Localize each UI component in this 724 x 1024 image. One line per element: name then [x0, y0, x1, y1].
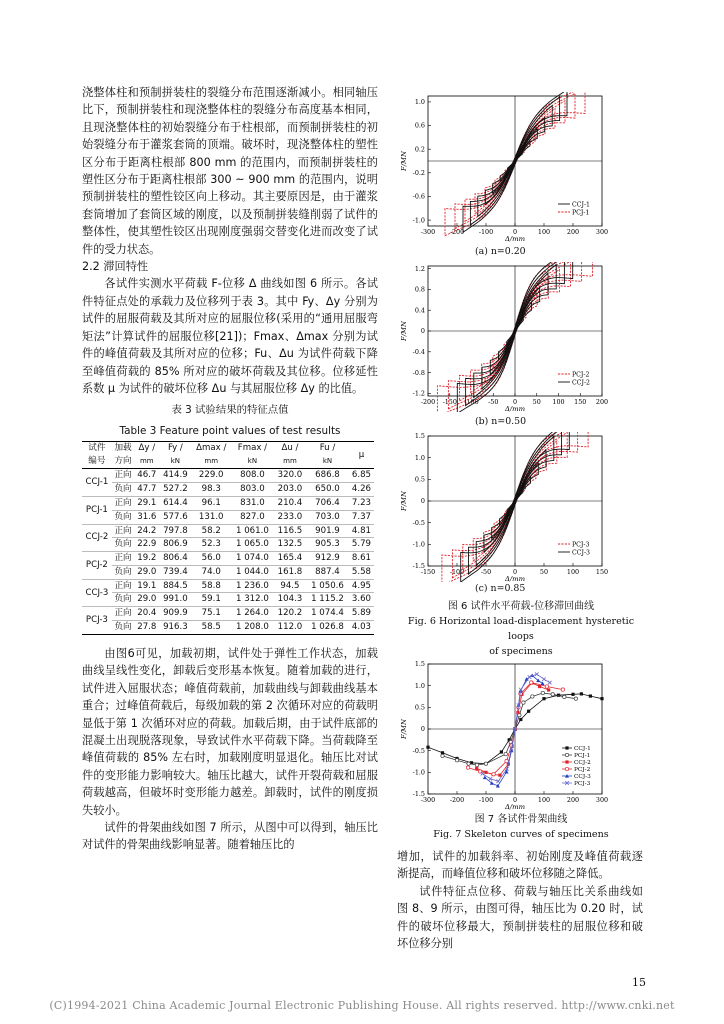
- x-tick-label: -150: [442, 398, 457, 406]
- table-row: [82, 469, 374, 483]
- data-point: [522, 701, 525, 704]
- table-cell: 22.9: [134, 538, 159, 552]
- table-cell: 233.0: [274, 510, 306, 524]
- table3-header: 试件: [82, 442, 112, 456]
- load-direction: 正向: [112, 524, 134, 538]
- data-point: [535, 672, 539, 676]
- table-row: [82, 496, 374, 510]
- table-cell: 75.1: [191, 607, 231, 621]
- data-point: [538, 685, 541, 688]
- table-cell: 901.9: [306, 524, 349, 538]
- table-cell: 803.0: [231, 483, 274, 497]
- table-cell: 7.23: [349, 496, 374, 510]
- table-cell: 5.58: [349, 565, 374, 579]
- table-cell: 1 115.2: [306, 593, 349, 607]
- table-cell: 3.60: [349, 593, 374, 607]
- table-cell: 1 044.0: [231, 565, 274, 579]
- table-cell: 7.37: [349, 510, 374, 524]
- table-cell: 5.79: [349, 538, 374, 552]
- table-cell: 165.4: [274, 552, 306, 566]
- table-cell: 912.9: [306, 552, 349, 566]
- y-tick-label: 0: [420, 497, 425, 506]
- data-point: [527, 710, 530, 713]
- x-tick-label: -50: [480, 568, 492, 576]
- data-point: [498, 774, 501, 777]
- data-point: [565, 760, 568, 763]
- table-cell: 905.3: [306, 538, 349, 552]
- x-tick-label: -100: [478, 796, 494, 804]
- data-point: [551, 693, 554, 696]
- data-point: [441, 754, 444, 757]
- data-point: [504, 752, 507, 755]
- data-point: [455, 759, 458, 762]
- table-cell: 74.0: [191, 565, 231, 579]
- table-cell: 806.4: [159, 552, 191, 566]
- paragraph-axial-ratio: 试件特征点位移、荷载与轴压比关系曲线如图 8、9 所示，由图可得，轴压比为 0.20 时，试件的破坏位移最大，预制拼装柱的屈服位移和破坏位移分别: [397, 884, 643, 951]
- left-column: [82, 84, 378, 854]
- table3-header: Fu /: [306, 442, 349, 456]
- table-cell: 120.2: [274, 607, 306, 621]
- table-cell: 19.1: [134, 579, 159, 593]
- y-tick-label: -0.2: [412, 169, 425, 178]
- table3-header-unit: kN: [306, 455, 349, 469]
- data-point: [565, 767, 568, 770]
- data-point: [541, 691, 544, 694]
- x-tick-label: 100: [537, 228, 551, 236]
- table-cell: 1 061.0: [231, 524, 274, 538]
- right-column: [397, 848, 643, 952]
- y-tick-label: -1.0: [412, 768, 425, 777]
- table-cell: 5.89: [349, 607, 374, 621]
- x-axis-label: Δ/mm: [504, 575, 526, 582]
- table-cell: 131.0: [191, 510, 231, 524]
- specimen-id: PCJ-1: [82, 496, 112, 524]
- table-cell: 161.8: [274, 565, 306, 579]
- load-direction: 负向: [112, 593, 134, 607]
- table3-header: Δmax /: [191, 442, 231, 456]
- figure6-panel-b-label: (b) n=0.50: [475, 416, 527, 427]
- y-tick-label: -1.5: [412, 790, 425, 799]
- table-cell: 1 050.6: [306, 579, 349, 593]
- load-direction: 正向: [112, 469, 134, 483]
- legend-label: PCJ-2: [574, 767, 591, 774]
- table-cell: 806.9: [159, 538, 191, 552]
- table-cell: 4.95: [349, 579, 374, 593]
- data-point: [466, 766, 469, 769]
- table-cell: 614.4: [159, 496, 191, 510]
- load-direction: 负向: [112, 538, 134, 552]
- y-tick-label: 1.5: [414, 660, 425, 669]
- table3-header: μ: [349, 442, 374, 469]
- table-cell: 991.0: [159, 593, 191, 607]
- x-tick-label: -100: [478, 228, 494, 236]
- x-tick-label: -300: [420, 228, 436, 236]
- x-tick-label: 100: [537, 796, 551, 804]
- specimen-id: CCJ-3: [82, 579, 112, 607]
- table-cell: 1 312.0: [231, 593, 274, 607]
- table-cell: 210.4: [274, 496, 306, 510]
- table-cell: 58.2: [191, 524, 231, 538]
- x-tick-label: -100: [449, 568, 465, 576]
- y-tick-label: 0.5: [414, 475, 425, 484]
- load-direction: 负向: [112, 621, 134, 635]
- data-point: [561, 688, 564, 691]
- table3-header-unit: mm: [191, 455, 231, 469]
- table-cell: 6.85: [349, 469, 374, 483]
- figure7-caption-cn: 图 7 各试件骨架曲线: [474, 814, 568, 825]
- table-cell: 27.8: [134, 621, 159, 635]
- table-cell: 96.1: [191, 496, 231, 510]
- data-point: [542, 697, 545, 700]
- specimen-id: PCJ-3: [82, 607, 112, 635]
- data-point: [531, 695, 534, 698]
- table3-header-unit: 编号: [82, 455, 112, 469]
- table-cell: 320.0: [274, 469, 306, 483]
- figure7-chart: [398, 660, 608, 810]
- table3: [82, 441, 374, 635]
- x-tick-label: -150: [420, 568, 436, 576]
- y-tick-label: 0.6: [414, 121, 425, 130]
- data-point: [519, 718, 522, 721]
- y-tick-label: 1.2: [414, 264, 425, 273]
- data-point: [542, 677, 546, 681]
- table-cell: 1 264.0: [231, 607, 274, 621]
- skeleton-series-pcj-3: [481, 672, 552, 783]
- table3-header: Δy /: [134, 442, 159, 456]
- legend-label: CCJ-3: [572, 549, 590, 557]
- y-tick-label: 0.5: [414, 703, 425, 712]
- y-tick-label: -0.5: [412, 746, 425, 755]
- table-row: [82, 579, 374, 593]
- data-point: [565, 753, 568, 756]
- y-tick-label: -1.0: [412, 540, 425, 549]
- x-tick-label: 0: [512, 228, 518, 236]
- table-cell: 24.2: [134, 524, 159, 538]
- legend-label: PCJ-1: [572, 209, 590, 217]
- data-point: [426, 746, 429, 749]
- figure7-caption-en: Fig. 7 Skeleton curves of specimens: [433, 829, 609, 840]
- table3-header-unit: 方向: [112, 455, 134, 469]
- section-heading-hysteresis: 2.2 滞回特性: [82, 260, 149, 274]
- table-cell: 29.1: [134, 496, 159, 510]
- load-direction: 正向: [112, 579, 134, 593]
- table-cell: 887.4: [306, 565, 349, 579]
- data-point: [548, 681, 552, 685]
- figure6-caption-en-2: of specimens: [489, 646, 553, 657]
- table-cell: 104.3: [274, 593, 306, 607]
- table-cell: 827.0: [231, 510, 274, 524]
- table-cell: 797.8: [159, 524, 191, 538]
- copyright-footer: (C)1994-2021 China Academic Journal Electronic Publishing House. All rights reserved. http://www.cnki.net: [49, 999, 675, 1012]
- table-cell: 20.4: [134, 607, 159, 621]
- data-point: [574, 697, 577, 700]
- figure6-caption: [398, 599, 644, 659]
- x-tick-label: -50: [488, 398, 499, 406]
- y-tick-label: -1.5: [412, 562, 425, 571]
- table-row: [82, 510, 374, 524]
- table-cell: 1 065.0: [231, 538, 274, 552]
- y-tick-label: 0.2: [414, 145, 425, 154]
- table-row: [82, 552, 374, 566]
- table-cell: 56.0: [191, 552, 231, 566]
- x-tick-label: 50: [532, 398, 541, 406]
- x-tick-label: 200: [595, 398, 608, 406]
- load-direction: 负向: [112, 483, 134, 497]
- figure6-panel-a-label: (a) n=0.20: [475, 246, 526, 257]
- y-tick-label: -0.6: [412, 192, 425, 201]
- table-cell: 19.2: [134, 552, 159, 566]
- x-tick-label: 50: [539, 568, 549, 576]
- legend-label: CCJ-1: [572, 201, 590, 209]
- x-tick-label: -100: [464, 398, 479, 406]
- table3-header: 加载: [112, 442, 134, 456]
- table3-header-unit: kN: [231, 455, 274, 469]
- x-tick-label: 100: [566, 568, 580, 576]
- table-row: [82, 621, 374, 635]
- paragraph-crack-distribution: 浇整体柱和预制拼装柱的裂缝分布范围逐渐减小。相同轴压比下，预制拼装柱和现浇整体柱的裂缝分布高度基本相同，且现浇整体柱的初始裂缝分布于柱根部，而预制拼装柱的初始裂缝分布于灌浆套筒的顶端。破坏时，现浇整体柱的塑性区分布于距离柱根部 800 mm 的范围内，而预制拼装柱的塑性区分布于距离柱根部 300 ~ 900 mm 的范围内，说明预制拼装柱的塑性铰区向上移动。其主要原因是，由于灌浆套筒增加了套筒区域的刚度，以及预制拼装缝削弱了试件的整体性，使其塑性铰区出现刚度强弱交替变化进而改变了试件的受力状态。: [82, 86, 378, 256]
- table-cell: 1 026.8: [306, 621, 349, 635]
- data-point: [547, 688, 550, 691]
- x-axis-label: Δ/mm: [504, 405, 526, 412]
- table-cell: 686.8: [306, 469, 349, 483]
- figure7-caption: [398, 812, 644, 842]
- x-tick-label: -300: [420, 796, 436, 804]
- x-axis-label: Δ/mm: [504, 235, 526, 242]
- table-cell: 98.3: [191, 483, 231, 497]
- y-tick-label: 1.0: [414, 98, 425, 107]
- table-cell: 94.5: [274, 579, 306, 593]
- table-cell: 4.03: [349, 621, 374, 635]
- table-cell: 1 208.0: [231, 621, 274, 635]
- x-tick-label: 300: [595, 228, 608, 236]
- x-tick-label: 300: [595, 796, 608, 804]
- table-cell: 46.7: [134, 469, 159, 483]
- data-point: [565, 746, 568, 749]
- table-cell: 884.5: [159, 579, 191, 593]
- table-cell: 4.81: [349, 524, 374, 538]
- specimen-id: CCJ-1: [82, 469, 112, 497]
- table-cell: 577.6: [159, 510, 191, 524]
- table-cell: 52.3: [191, 538, 231, 552]
- table3-header-unit: mm: [274, 455, 306, 469]
- table-cell: 132.5: [274, 538, 306, 552]
- table-cell: 1 074.4: [306, 607, 349, 621]
- load-direction: 正向: [112, 607, 134, 621]
- table-cell: 116.5: [274, 524, 306, 538]
- data-point: [475, 767, 478, 770]
- y-tick-label: -1.0: [412, 216, 425, 225]
- x-tick-label: 200: [566, 228, 580, 236]
- table-row: [82, 565, 374, 579]
- data-point: [500, 750, 503, 753]
- load-direction: 正向: [112, 496, 134, 510]
- table-cell: 29.0: [134, 593, 159, 607]
- y-tick-label: 1.5: [414, 432, 425, 441]
- x-tick-label: -200: [420, 398, 436, 406]
- x-tick-label: 150: [595, 568, 608, 576]
- data-point: [600, 697, 603, 700]
- legend-label: PCJ-1: [574, 753, 591, 760]
- y-tick-label: 0: [420, 725, 425, 734]
- y-tick-label: 0: [420, 327, 425, 336]
- specimen-id: CCJ-2: [82, 524, 112, 552]
- data-point: [563, 695, 566, 698]
- y-tick-label: 1.0: [414, 453, 425, 462]
- y-tick-label: -0.8: [412, 368, 425, 377]
- table-cell: 703.0: [306, 510, 349, 524]
- figure6-panel-b: [398, 262, 608, 412]
- load-direction: 正向: [112, 552, 134, 566]
- table-cell: 916.3: [159, 621, 191, 635]
- x-tick-label: 0: [512, 796, 518, 804]
- x-tick-label: 0: [512, 568, 518, 576]
- data-point: [484, 762, 487, 765]
- table-row: [82, 524, 374, 538]
- y-tick-label: -1.2: [412, 389, 425, 398]
- x-tick-label: 0: [512, 398, 518, 406]
- table3-caption-cn: 表 3 试验结果的特征点值: [171, 404, 289, 417]
- table3-header: Fmax /: [231, 442, 274, 456]
- table-cell: 527.2: [159, 483, 191, 497]
- legend-label: CCJ-2: [574, 760, 591, 767]
- data-point: [530, 681, 533, 684]
- table-row: [82, 483, 374, 497]
- data-point: [505, 759, 508, 762]
- table-cell: 58.8: [191, 579, 231, 593]
- y-axis-label: F/MN: [400, 719, 408, 739]
- table-cell: 414.9: [159, 469, 191, 483]
- table-cell: 1 236.0: [231, 579, 274, 593]
- table-cell: 229.0: [191, 469, 231, 483]
- legend-label: PCJ-2: [572, 371, 590, 379]
- table-cell: 808.0: [231, 469, 274, 483]
- table3-header: Δu /: [274, 442, 306, 456]
- legend-label: PCJ-3: [574, 781, 591, 788]
- table-cell: 31.6: [134, 510, 159, 524]
- table-cell: 29.0: [134, 565, 159, 579]
- y-axis-label: F/MN: [400, 321, 408, 341]
- y-axis-label: F/MN: [400, 491, 408, 511]
- data-point: [571, 693, 574, 696]
- figure6-panel-a: [398, 92, 608, 242]
- data-point: [545, 685, 548, 688]
- figure6-caption-cn: 图 6 试件水平荷载-位移滞回曲线: [447, 601, 595, 612]
- table-cell: 112.0: [274, 621, 306, 635]
- table-cell: 59.1: [191, 593, 231, 607]
- table-cell: 4.26: [349, 483, 374, 497]
- table-cell: 1 074.0: [231, 552, 274, 566]
- paragraph-skeleton-intro: 试件的骨架曲线如图 7 所示，从图中可以得到，轴压比对试件的骨架曲线影响显著。随着轴压比的: [82, 820, 378, 852]
- legend-label: CCJ-3: [574, 774, 591, 781]
- table3-header-unit: mm: [134, 455, 159, 469]
- y-tick-label: -0.5: [412, 518, 425, 527]
- table-row: [82, 607, 374, 621]
- legend-label: PCJ-3: [572, 541, 590, 549]
- load-direction: 负向: [112, 510, 134, 524]
- x-tick-label: 200: [566, 796, 580, 804]
- table3-caption-en: Table 3 Feature point values of test results: [119, 425, 341, 438]
- table-cell: 831.0: [231, 496, 274, 510]
- table-cell: 203.0: [274, 483, 306, 497]
- data-point: [467, 762, 470, 765]
- table-cell: 8.61: [349, 552, 374, 566]
- figure6-caption-en-1: Fig. 6 Horizontal load-displacement hysteretic loops: [407, 616, 635, 642]
- table-cell: 47.7: [134, 483, 159, 497]
- data-point: [496, 780, 500, 784]
- paragraph-skeleton-trend: 增加，试件的加载斜率、初始刚度及峰值荷载逐渐提高，而峰值位移和破坏位移随之降低。: [397, 850, 643, 881]
- y-tick-label: -0.4: [412, 348, 425, 356]
- data-point: [475, 763, 478, 766]
- table-cell: 909.9: [159, 607, 191, 621]
- load-direction: 负向: [112, 565, 134, 579]
- legend-label: CCJ-2: [572, 379, 590, 387]
- table-cell: 706.4: [306, 496, 349, 510]
- specimen-id: PCJ-2: [82, 552, 112, 580]
- x-tick-label: 150: [574, 398, 587, 406]
- table-row: [82, 593, 374, 607]
- figure6-panel-c-label: (c) n=0.85: [475, 583, 526, 594]
- paragraph-hysteresis-analysis: 由图6可见，加载初期，试件处于弹性工作状态，加载曲线呈线性变化，卸载后变形基本恢复。随着加载的进行，试件进入屈服状态；峰值荷载前，加载曲线与卸载曲线基本重合；过峰值荷载后，每级加载的第 2 次循环对应的荷载明显低于第 1 次循环对应的荷载。加载后期，由于试件底部的混凝土出现脱落现象，导致试件水平荷载下降。当荷载降至峰值荷载的 85% 左右时，加载刚度明显退化。轴压比对试件的变形能力影响较大。轴压比越大，试件开裂荷载和屈服荷载越高，但破坏时变形能力越差。卸载时，试件的刚度损失较小。: [82, 646, 378, 817]
- data-point: [492, 773, 495, 776]
- data-point: [589, 694, 592, 697]
- table3-header-unit: kN: [159, 455, 191, 469]
- y-tick-label: 0.4: [414, 306, 425, 315]
- table-row: [82, 538, 374, 552]
- table3-header: Fy /: [159, 442, 191, 456]
- y-axis-label: F/MN: [400, 151, 408, 171]
- x-tick-label: -200: [449, 796, 465, 804]
- y-tick-label: 1.0: [414, 681, 425, 690]
- table-cell: 650.0: [306, 483, 349, 497]
- table-cell: 739.4: [159, 565, 191, 579]
- page-number: 15: [632, 976, 646, 989]
- y-tick-label: 0.8: [414, 285, 425, 294]
- paragraph-hysteresis-intro: 各试件实测水平荷载 F-位移 Δ 曲线如图 6 所示。各试件特征点处的承载力及位移列于表 3。其中 Fy、Δy 分别为试件的屈服荷载及其所对应的屈服位移(采用的“通用屈服弯矩法”计算试件的屈服位移[21])；Fmax、Δmax 分别为试件的峰值荷载及其所对应的位移；Fu、Δu 为试件荷载下降至峰值荷载的 85% 所对应的破坏荷载及其位移。位移延性系数 μ 为试件的破坏位移 Δu 与其屈服位移 Δy 的比值。: [82, 277, 378, 395]
- figure6-panel-c: [398, 432, 608, 582]
- x-tick-label: 100: [552, 398, 565, 406]
- legend-label: CCJ-1: [574, 746, 591, 753]
- x-tick-label: -200: [449, 228, 465, 236]
- data-point: [580, 692, 583, 695]
- table-cell: 58.5: [191, 621, 231, 635]
- x-axis-label: Δ/mm: [504, 803, 526, 810]
